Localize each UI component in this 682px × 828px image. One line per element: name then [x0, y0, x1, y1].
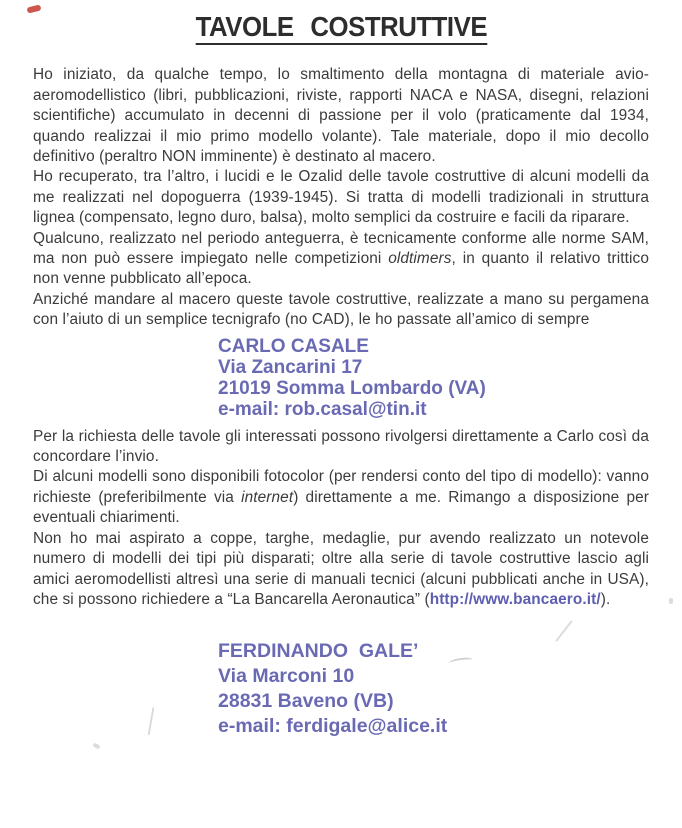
contact-street: Via Zancarini 17 [218, 356, 363, 378]
emphasis-text: internet [241, 488, 294, 506]
paragraph-manuali-bancarella: Non ho mai aspirato a coppe, targhe, medaglie, pur avendo realizzato un notevole numero di modelli dei tipi più disparati; oltre alla serie di tavole costruttive lascio agli amici aeromodellisti altresì una serie di manuali tecnici (alcuni pubblicati anche in USA), che si possono richiedere a “La Bancarella Aeronautica” (http://www.bancaero.it/). [33, 529, 649, 608]
paragraph-richiesta-tavole: Per la richiesta delle tavole gli interessati possono rivolgersi direttamente a Carlo così da concordare l’invio. [33, 427, 649, 466]
document-title: TAVOLE COSTRUTTIVE [195, 12, 486, 45]
emphasis-text: oldtimers [388, 250, 452, 268]
contact-name: CARLO CASALE [218, 335, 369, 357]
contact-city: 21019 Somma Lombardo (VA) [218, 377, 486, 399]
contact-block-ferdinando-gale [218, 639, 649, 739]
contact-street: Via Marconi 10 [218, 665, 355, 688]
paragraph-intro-smaltimento: Ho iniziato, da qualche tempo, lo smaltimento della montagna di materiale avio-aeromodellistico (libri, pubblicazioni, riviste, rapporti NACA e NASA, disegni, relazioni scientifiche) accumulato in decenni di passione per il volo (praticamente dal 1934, quando realizzai il mio primo modello volante). Tale materiale, dopo il mio decollo definitivo (peraltro NON imminente) è destinato al macero. [33, 66, 649, 166]
url-text: http://www.bancaero.it/ [429, 590, 601, 608]
scan-smudge [92, 743, 100, 750]
paragraph-lucidi-ozalid: Ho recuperato, tra l’altro, i lucidi e le Ozalid delle tavole costruttive di alcuni modelli da me realizzati nel dopoguerra (1939-1945). Si tratta di modelli tradizionali in struttura lignea (compensato, legno duro, balsa), molto semplici da costruire e facili da riparare. [33, 168, 649, 227]
title-row [33, 12, 649, 45]
paragraph-passate-amico: Anziché mandare al macero queste tavole costruttive, realizzate a mano su pergamena con l’aiuto di un semplice tecnigrafo (no CAD), le ho passate all’amico di sempre [33, 290, 649, 329]
scan-smudge [669, 598, 673, 604]
contact-block-carlo-casale [218, 336, 649, 420]
paragraph-norme-sam: Qualcuno, realizzato nel periodo anteguerra, è tecnicamente conforme alle norme SAM, ma non può essere impiegato nelle competizioni oldtimers, in quanto il relativo trittico non venne pubblicato all’epoca. [33, 229, 649, 288]
paragraph-fotocolor: Di alcuni modelli sono disponibili fotocolor (per rendersi conto del tipo di modello): vanno richieste (preferibilmente via internet) direttamente a me. Rimango a disposizione per eventuali chiarimenti. [33, 468, 649, 527]
contact-email: e-mail: rob.casal@tin.it [218, 398, 427, 420]
contact-name: FERDINANDO GALE’ [218, 640, 419, 663]
contact-email: e-mail: ferdigale@alice.it [218, 715, 448, 738]
contact-city: 28831 Baveno (VB) [218, 690, 394, 713]
document-content [33, 10, 649, 739]
